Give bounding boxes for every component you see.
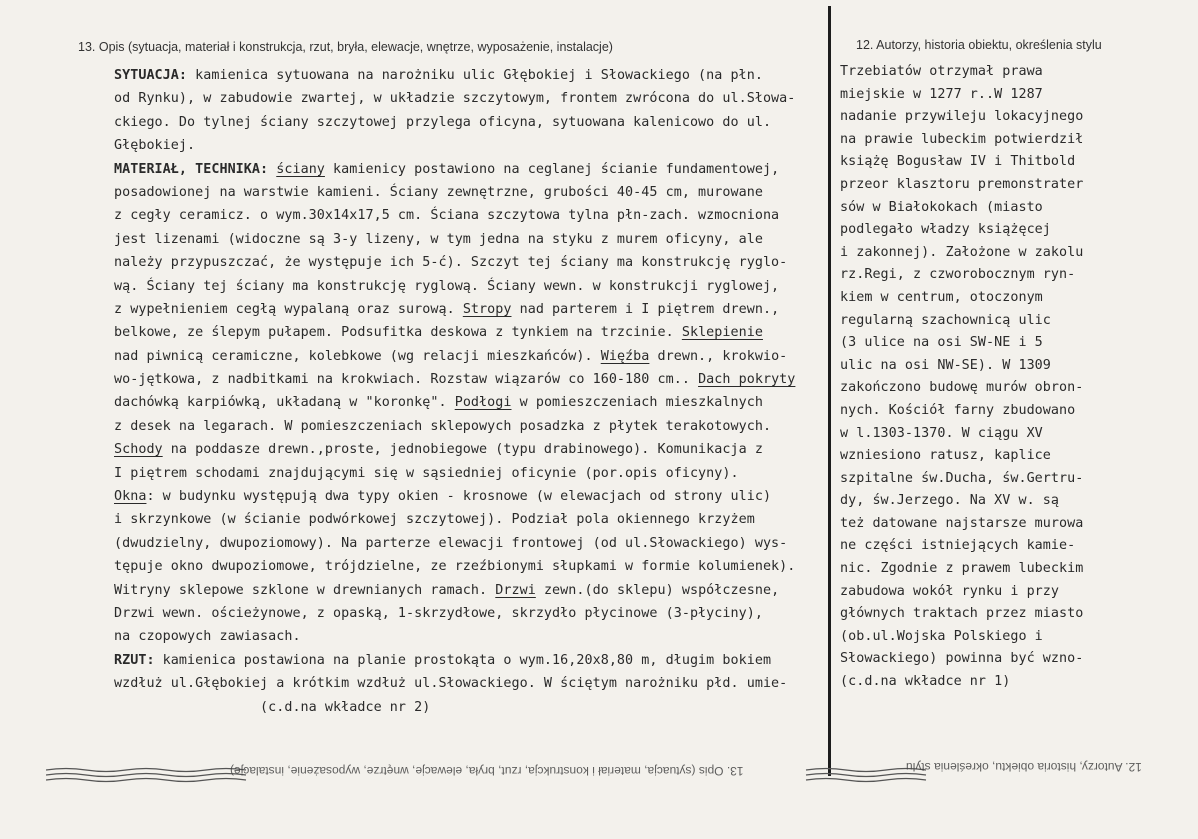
- text-run: Witryny sklepowe szklone w drewnianych ramach.: [114, 582, 496, 598]
- history-line: [840, 513, 1190, 536]
- history-line: [840, 242, 1190, 265]
- text-run: dy, św.Jerzego. Na XV w. są: [840, 493, 1060, 509]
- description-line: [114, 508, 824, 531]
- history-line: [840, 535, 1190, 558]
- underlined-term: Sklepienie: [681, 325, 763, 341]
- history-line: [840, 197, 1190, 220]
- text-run: kamienicy postawiono na ceglanej ścianie fundamentowej,: [324, 161, 780, 177]
- description-line: [114, 532, 824, 555]
- history-line: [840, 581, 1190, 604]
- text-run: drewn., krokwio-: [649, 348, 788, 364]
- text-run: Słowackiego) powinna być wzno-: [840, 651, 1084, 667]
- description-line: [114, 321, 824, 344]
- text-run: głównych traktach przez miasto: [840, 606, 1084, 622]
- text-run: tępuje okno dwupoziomowe, trójdzielne, ze rzeźbionymi słupkami w formie kolumienek).: [114, 559, 796, 575]
- description-line: [114, 181, 824, 204]
- history-line: [840, 400, 1190, 423]
- text-run: podlegało władzy książęcej: [840, 222, 1051, 238]
- history-line: [840, 468, 1190, 491]
- text-run: nad parterem i I piętrem drewn.,: [511, 301, 780, 317]
- text-run: w l.1303-1370. W ciągu XV: [840, 425, 1043, 441]
- text-run: sów w Białokokach (miasto: [840, 199, 1043, 215]
- description-line: [114, 672, 824, 695]
- underlined-term: ściany: [276, 161, 325, 177]
- history-line: [840, 423, 1190, 446]
- text-run: dachówką karpiówką, układaną w "koronkę".: [114, 395, 455, 411]
- text-run: zewn.(do sklepu) współczesne,: [535, 582, 780, 598]
- description-line: [114, 298, 824, 321]
- history-line: [840, 264, 1190, 287]
- description-line: [114, 64, 824, 87]
- history-column: [840, 61, 1190, 694]
- text-run: z wypełnieniem cegłą wypalaną oraz surową.: [114, 301, 463, 317]
- text-run: ulic na osi NW-SE). W 1309: [840, 357, 1051, 373]
- text-run: przeor klasztoru premonstrater: [840, 176, 1084, 192]
- text-run: belkowe, ze ślepym pułapem. Podsufitka deskowa z tynkiem na trzcinie.: [114, 325, 682, 341]
- column-divider: [828, 6, 831, 776]
- underlined-term: Dach pokryty: [698, 372, 796, 388]
- history-line: [840, 219, 1190, 242]
- history-line: [840, 648, 1190, 671]
- text-run: na poddasze drewn.,proste, jednobiegowe (typu drabinowego). Komunikacja z: [162, 442, 763, 458]
- description-line: [114, 649, 824, 672]
- history-line: [840, 355, 1190, 378]
- description-line: [114, 275, 824, 298]
- description-line: [114, 158, 824, 181]
- description-line: [114, 228, 824, 251]
- text-run: ckiego. Do tylnej ściany szczytowej przylega oficyna, sytuowana kalenicowo do ul.: [114, 114, 772, 130]
- text-run: z cegły ceramicz. o wym.30x14x17,5 cm. Ściana szczytowa tylna płn-zach. wzmocniona: [114, 208, 780, 224]
- description-column: [114, 64, 824, 719]
- description-line: [114, 415, 824, 438]
- description-line: [114, 87, 824, 110]
- text-run: należy przypuszczać, że występuje ich 5-ć). Szczyt tej ściany ma konstrukcję ryglo-: [114, 255, 788, 271]
- description-line: [114, 696, 824, 719]
- text-run: od Rynku), w zabudowie zwartej, w układzie szczytowym, frontem zwrócona do ul.Słowa-: [114, 91, 796, 107]
- history-line: [840, 287, 1190, 310]
- description-line: [114, 134, 824, 157]
- description-line: [114, 345, 824, 368]
- text-run: nic. Zgodnie z prawem lubeckim: [840, 561, 1084, 577]
- text-run: kamienica sytuowana na narożniku ulic Głębokiej i Słowackiego (na płn.: [187, 68, 763, 83]
- description-line: [114, 251, 824, 274]
- text-run: (ob.ul.Wojska Polskiego i: [840, 628, 1043, 644]
- text-run: Trzebiatów otrzymał prawa: [840, 64, 1043, 79]
- text-run: na prawie lubeckim potwierdził: [840, 131, 1084, 147]
- text-run: zabudowa wokół rynku i przy: [840, 583, 1060, 599]
- history-line: [840, 310, 1190, 333]
- description-line: [114, 391, 824, 414]
- text-run: nad piwnicą ceramiczne, kolebkowe (wg relacji mieszkańców).: [114, 348, 601, 364]
- description-line: [114, 555, 824, 578]
- text-run: nych. Kościół farny zbudowano: [840, 402, 1076, 418]
- text-run: wzdłuż ul.Głębokiej a krótkim wzdłuż ul.Słowackiego. W ściętym narożniku płd. umie-: [114, 676, 788, 692]
- section-label: MATERIAŁ, TECHNIKA:: [114, 161, 269, 177]
- history-line: [840, 558, 1190, 581]
- text-run: na czopowych zawiasach.: [114, 629, 301, 645]
- description-line: [114, 368, 824, 391]
- text-run: i skrzynkowe (w ścianie podwórkowej szczytowej). Podział pola okiennego krzyżem: [114, 512, 755, 528]
- text-run: ne części istniejących kamie-: [840, 538, 1076, 554]
- text-run: jest lizenami (widoczne są 3-y lizeny, w tym jedna na styku z murem oficyny, ale: [114, 231, 763, 247]
- text-run: i zakonnej). Założone w zakolu: [840, 244, 1084, 260]
- section-label: RZUT:: [114, 652, 155, 668]
- underlined-term: Schody: [114, 442, 163, 458]
- description-line: [114, 579, 824, 602]
- history-line: [840, 626, 1190, 649]
- history-line: [840, 174, 1190, 197]
- text-run: nadanie przywileju lokacyjnego: [840, 109, 1084, 125]
- text-run: posadowionej na warstwie kamieni. Ściany zewnętrzne, grubości 40-45 cm, murowane: [114, 184, 763, 200]
- text-run: też datowane najstarsze murowa: [840, 515, 1084, 531]
- text-run: (c.d.na wkładce nr 2): [260, 699, 431, 715]
- text-run: szpitalne św.Ducha, św.Gertru-: [840, 470, 1084, 486]
- history-line: [840, 332, 1190, 355]
- underlined-term: Stropy: [462, 301, 512, 317]
- text-run: książę Bogusław IV i Thitbold: [840, 154, 1076, 170]
- section-12-header: 12. Autorzy, historia obiektu, określenia stylu: [856, 38, 1102, 52]
- underlined-term: Więźba: [600, 348, 650, 364]
- text-run: rz.Regi, z czworobocznym ryn-: [840, 267, 1076, 283]
- description-line: [114, 625, 824, 648]
- text-run: kiem w centrum, otoczonym: [840, 289, 1043, 305]
- text-run: z desek na legarach. W pomieszczeniach sklepowych posadzka z płytek terakotowych.: [114, 418, 772, 434]
- mirrored-section-12-header: 12. Autorzy, historia obiektu, określenia stylu: [906, 760, 1142, 774]
- text-run: (dwudzielny, dwupoziomowy). Na parterze elewacji frontowej (od ul.Słowackiego) wys-: [114, 535, 788, 551]
- underlined-term: Drzwi: [495, 582, 536, 598]
- underlined-term: Podłogi: [454, 395, 512, 411]
- section-label: SYTUACJA:: [114, 68, 188, 83]
- history-line: [840, 671, 1190, 694]
- description-line: [114, 462, 824, 485]
- text-run: zakończono budowę murów obron-: [840, 380, 1084, 396]
- text-run: wzniesiono ratusz, kaplice: [840, 448, 1051, 464]
- history-line: [840, 84, 1190, 107]
- text-run: (c.d.na wkładce nr 1): [840, 674, 1011, 690]
- history-line: [840, 377, 1190, 400]
- description-line: [114, 111, 824, 134]
- mirrored-section-13-header: 13. Opis (sytuacja, materiał i konstrukcja, rzut, bryła, elewacje, wnętrze, wyposażenie, instalacje): [230, 764, 744, 778]
- description-line: [114, 485, 824, 508]
- text-run: wo-jętkowa, z nadbitkami na krokwiach. Rozstaw wiązarów co 160-180 cm..: [114, 372, 699, 388]
- history-line: [840, 106, 1190, 129]
- text-run: w pomieszczeniach mieszkalnych: [511, 395, 763, 411]
- history-line: [840, 129, 1190, 152]
- history-line: [840, 490, 1190, 513]
- text-run: wą. Ściany tej ściany ma konstrukcję ryglową. Ściany wewn. w konstrukcji ryglowej,: [114, 278, 780, 294]
- history-line: [840, 603, 1190, 626]
- history-line: [840, 151, 1190, 174]
- section-13-header: 13. Opis (sytuacja, materiał i konstrukcja, rzut, bryła, elewacje, wnętrze, wyposażenie, instalacje): [78, 40, 613, 54]
- description-line: [114, 602, 824, 625]
- description-line: [114, 204, 824, 227]
- history-line: [840, 61, 1190, 84]
- text-run: Głębokiej.: [114, 138, 196, 154]
- text-run: regularną szachownicą ulic: [840, 312, 1051, 328]
- text-run: : w budynku występują dwa typy okien - krosnowe (w elewacjach od strony ulic): [146, 489, 772, 505]
- text-run: (3 ulice na osi SW-NE i 5: [840, 335, 1043, 351]
- history-line: [840, 445, 1190, 468]
- text-run: Drzwi wewn. ościeżynowe, z opaską, 1-skrzydłowe, skrzydło płycinowe (3-płyciny),: [114, 605, 763, 621]
- description-line: [114, 438, 824, 461]
- text-run: I piętrem schodami znajdującymi się w sąsiedniej oficynie (por.opis oficyny).: [114, 465, 739, 481]
- underlined-term: Okna: [114, 489, 147, 505]
- text-run: kamienica postawiona na planie prostokąta o wym.16,20x8,80 m, długim bokiem: [154, 652, 772, 668]
- text-run: miejskie w 1277 r..W 1287: [840, 86, 1043, 102]
